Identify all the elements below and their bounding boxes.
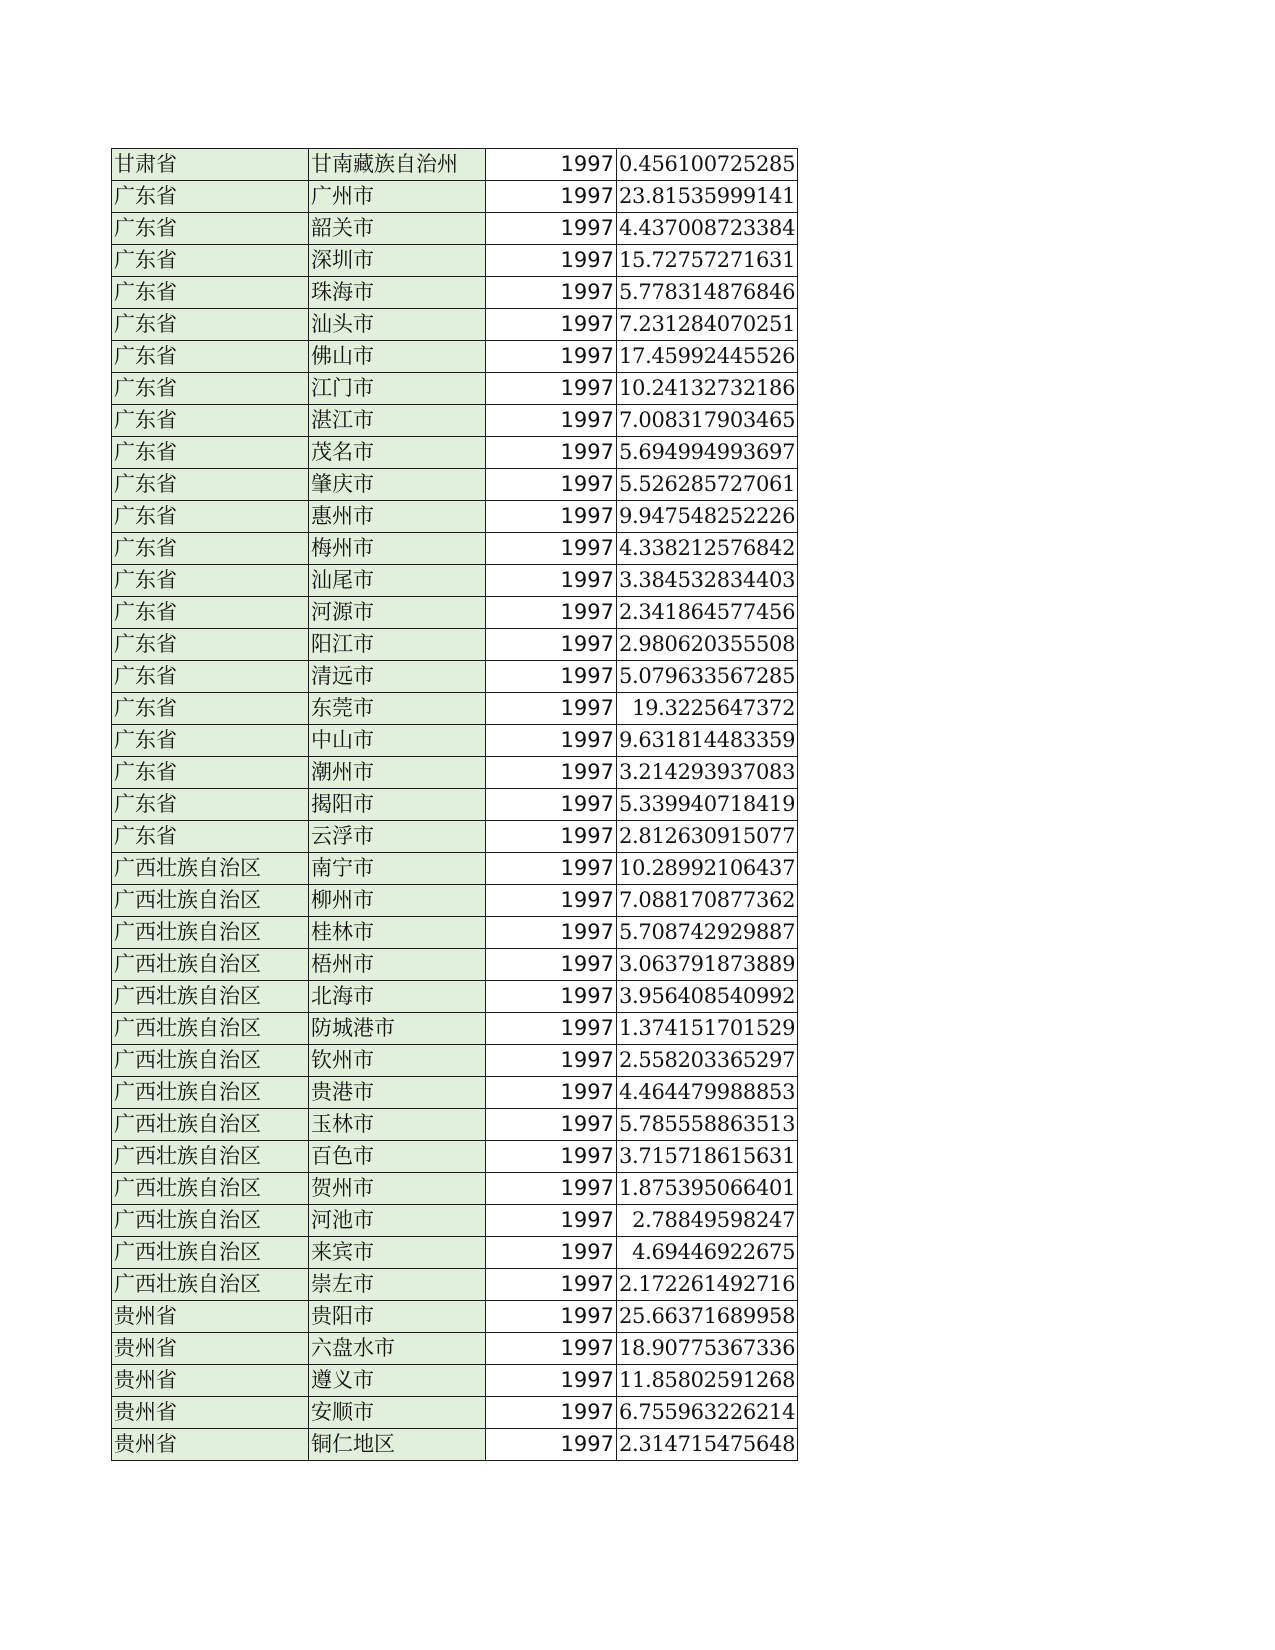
table-row [112,277,798,309]
table-row [112,213,798,245]
province-cell[interactable]: 广西壮族自治区 [112,1077,309,1109]
table-row [112,821,798,853]
province-cell[interactable]: 广西壮族自治区 [112,1269,309,1301]
value-cell[interactable]: 2.558203365297 [617,1045,798,1077]
city-cell[interactable]: 潮州市 [309,757,486,789]
value-cell[interactable]: 2.78849598247 [617,1205,798,1237]
province-cell[interactable]: 贵州省 [112,1301,309,1333]
table-row [112,629,798,661]
city-cell[interactable]: 佛山市 [309,341,486,373]
table-row [112,1109,798,1141]
year-cell[interactable]: 1997 [486,1173,617,1205]
year-cell[interactable]: 1997 [486,725,617,757]
year-cell[interactable]: 1997 [486,1045,617,1077]
value-cell[interactable]: 4.464479988853 [617,1077,798,1109]
city-cell[interactable]: 来宾市 [309,1237,486,1269]
province-cell[interactable]: 贵州省 [112,1365,309,1397]
province-cell[interactable]: 广东省 [112,373,309,405]
year-cell[interactable]: 1997 [486,789,617,821]
province-cell[interactable]: 广西壮族自治区 [112,1237,309,1269]
year-cell[interactable]: 1997 [486,885,617,917]
city-cell[interactable]: 南宁市 [309,853,486,885]
table-row [112,1237,798,1269]
value-cell[interactable]: 10.24132732186 [617,373,798,405]
city-cell[interactable]: 柳州市 [309,885,486,917]
table-row [112,1333,798,1365]
value-cell[interactable]: 5.785558863513 [617,1109,798,1141]
table-row [112,917,798,949]
table-row [112,405,798,437]
city-cell[interactable]: 遵义市 [309,1365,486,1397]
value-cell[interactable]: 4.338212576842 [617,533,798,565]
year-cell[interactable]: 1997 [486,1429,617,1461]
city-cell[interactable]: 贵港市 [309,1077,486,1109]
year-cell[interactable]: 1997 [486,1205,617,1237]
city-cell[interactable]: 湛江市 [309,405,486,437]
city-cell[interactable]: 云浮市 [309,821,486,853]
city-cell[interactable]: 揭阳市 [309,789,486,821]
city-cell[interactable]: 北海市 [309,981,486,1013]
table-row [112,149,798,181]
province-cell[interactable]: 广东省 [112,405,309,437]
province-cell[interactable]: 广东省 [112,789,309,821]
value-cell[interactable]: 6.755963226214 [617,1397,798,1429]
table-row [112,597,798,629]
city-cell[interactable]: 梧州市 [309,949,486,981]
table-row [112,469,798,501]
year-cell[interactable]: 1997 [486,437,617,469]
table-row [112,1301,798,1333]
year-cell[interactable]: 1997 [486,981,617,1013]
province-cell[interactable]: 广东省 [112,725,309,757]
city-cell[interactable]: 防城港市 [309,1013,486,1045]
table-row [112,725,798,757]
year-cell[interactable]: 1997 [486,757,617,789]
province-cell[interactable]: 广东省 [112,533,309,565]
table-row [112,1429,798,1461]
province-cell[interactable]: 广西壮族自治区 [112,1205,309,1237]
year-cell[interactable]: 1997 [486,181,617,213]
province-cell[interactable]: 广西壮族自治区 [112,981,309,1013]
city-cell[interactable]: 河池市 [309,1205,486,1237]
table-row [112,661,798,693]
year-cell[interactable]: 1997 [486,1077,617,1109]
province-cell[interactable]: 广西壮族自治区 [112,1013,309,1045]
value-cell[interactable]: 3.956408540992 [617,981,798,1013]
year-cell[interactable]: 1997 [486,1397,617,1429]
province-cell[interactable]: 广西壮族自治区 [112,917,309,949]
city-cell[interactable]: 钦州市 [309,1045,486,1077]
city-cell[interactable]: 桂林市 [309,917,486,949]
year-cell[interactable]: 1997 [486,853,617,885]
year-cell[interactable]: 1997 [486,213,617,245]
province-cell[interactable]: 广东省 [112,437,309,469]
table-row [112,693,798,725]
value-cell[interactable]: 9.631814483359 [617,725,798,757]
city-cell[interactable]: 中山市 [309,725,486,757]
table-row [112,1269,798,1301]
value-cell[interactable]: 5.079633567285 [617,661,798,693]
year-cell[interactable]: 1997 [486,1365,617,1397]
table-row [112,789,798,821]
province-cell[interactable]: 广东省 [112,661,309,693]
year-cell[interactable]: 1997 [486,309,617,341]
table-row [112,309,798,341]
table-row [112,437,798,469]
value-cell[interactable]: 15.72757271631 [617,245,798,277]
table-row [112,1013,798,1045]
province-cell[interactable]: 贵州省 [112,1397,309,1429]
city-cell[interactable]: 六盘水市 [309,1333,486,1365]
province-cell[interactable]: 广东省 [112,277,309,309]
year-cell[interactable]: 1997 [486,1333,617,1365]
city-cell[interactable]: 梅州市 [309,533,486,565]
city-cell[interactable]: 玉林市 [309,1109,486,1141]
table-row [112,1141,798,1173]
table-row [112,245,798,277]
province-cell[interactable]: 广东省 [112,469,309,501]
value-cell[interactable]: 1.875395066401 [617,1173,798,1205]
year-cell[interactable]: 1997 [486,533,617,565]
city-cell[interactable]: 贺州市 [309,1173,486,1205]
year-cell[interactable]: 1997 [486,597,617,629]
value-cell[interactable]: 5.778314876846 [617,277,798,309]
year-cell[interactable]: 1997 [486,629,617,661]
table-row [112,757,798,789]
value-cell[interactable]: 5.708742929887 [617,917,798,949]
year-cell[interactable]: 1997 [486,405,617,437]
value-cell[interactable]: 3.063791873889 [617,949,798,981]
province-cell[interactable]: 广西壮族自治区 [112,1173,309,1205]
value-cell[interactable]: 5.339940718419 [617,789,798,821]
table-row [112,1077,798,1109]
year-cell[interactable]: 1997 [486,1109,617,1141]
year-cell[interactable]: 1997 [486,1237,617,1269]
table-row [112,885,798,917]
value-cell[interactable]: 25.66371689958 [617,1301,798,1333]
year-cell[interactable]: 1997 [486,341,617,373]
spreadsheet-sheet [111,148,798,1461]
year-cell[interactable]: 1997 [486,149,617,181]
year-cell[interactable]: 1997 [486,245,617,277]
value-cell[interactable]: 2.812630915077 [617,821,798,853]
year-cell[interactable]: 1997 [486,1141,617,1173]
value-cell[interactable]: 2.980620355508 [617,629,798,661]
year-cell[interactable]: 1997 [486,917,617,949]
year-cell[interactable]: 1997 [486,565,617,597]
value-cell[interactable]: 23.81535999141 [617,181,798,213]
table-row [112,341,798,373]
value-cell[interactable]: 3.715718615631 [617,1141,798,1173]
city-cell[interactable]: 江门市 [309,373,486,405]
value-cell[interactable]: 1.374151701529 [617,1013,798,1045]
value-cell[interactable]: 0.456100725285 [617,149,798,181]
province-cell[interactable]: 广西壮族自治区 [112,1109,309,1141]
value-cell[interactable]: 10.28992106437 [617,853,798,885]
year-cell[interactable]: 1997 [486,1301,617,1333]
value-cell[interactable]: 3.384532834403 [617,565,798,597]
table-row [112,501,798,533]
city-cell[interactable]: 珠海市 [309,277,486,309]
city-cell[interactable]: 茂名市 [309,437,486,469]
city-cell[interactable]: 惠州市 [309,501,486,533]
province-cell[interactable]: 广东省 [112,597,309,629]
value-cell[interactable]: 7.008317903465 [617,405,798,437]
table-row [112,1045,798,1077]
year-cell[interactable]: 1997 [486,501,617,533]
value-cell[interactable]: 7.088170877362 [617,885,798,917]
province-cell[interactable]: 广东省 [112,341,309,373]
year-cell[interactable]: 1997 [486,1013,617,1045]
province-cell[interactable]: 甘肃省 [112,149,309,181]
city-cell[interactable]: 清远市 [309,661,486,693]
province-cell[interactable]: 广东省 [112,693,309,725]
province-cell[interactable]: 广东省 [112,629,309,661]
value-cell[interactable]: 2.314715475648 [617,1429,798,1461]
table-row [112,1397,798,1429]
year-cell[interactable]: 1997 [486,277,617,309]
value-cell[interactable]: 17.45992445526 [617,341,798,373]
province-cell[interactable]: 广东省 [112,501,309,533]
table-row [112,1173,798,1205]
table-row [112,1365,798,1397]
table-row [112,533,798,565]
value-cell[interactable]: 7.231284070251 [617,309,798,341]
province-cell[interactable]: 广东省 [112,821,309,853]
province-cell[interactable]: 广东省 [112,565,309,597]
value-cell[interactable]: 4.437008723384 [617,213,798,245]
province-cell[interactable]: 广西壮族自治区 [112,1045,309,1077]
value-cell[interactable]: 3.214293937083 [617,757,798,789]
province-cell[interactable]: 广西壮族自治区 [112,885,309,917]
value-cell[interactable]: 5.694994993697 [617,437,798,469]
table-row [112,565,798,597]
table-row [112,181,798,213]
value-cell[interactable]: 11.85802591268 [617,1365,798,1397]
province-cell[interactable]: 贵州省 [112,1333,309,1365]
table-row [112,981,798,1013]
table-row [112,373,798,405]
city-cell[interactable]: 汕头市 [309,309,486,341]
year-cell[interactable]: 1997 [486,821,617,853]
province-cell[interactable]: 贵州省 [112,1429,309,1461]
year-cell[interactable]: 1997 [486,949,617,981]
city-cell[interactable]: 韶关市 [309,213,486,245]
province-cell[interactable]: 广东省 [112,181,309,213]
year-cell[interactable]: 1997 [486,661,617,693]
province-cell[interactable]: 广西壮族自治区 [112,1141,309,1173]
city-cell[interactable]: 甘南藏族自治州 [309,149,486,181]
year-cell[interactable]: 1997 [486,469,617,501]
city-cell[interactable]: 广州市 [309,181,486,213]
city-cell[interactable]: 贵阳市 [309,1301,486,1333]
value-cell[interactable]: 2.341864577456 [617,597,798,629]
city-cell[interactable]: 汕尾市 [309,565,486,597]
province-cell[interactable]: 广西壮族自治区 [112,853,309,885]
value-cell[interactable]: 4.69446922675 [617,1237,798,1269]
city-cell[interactable]: 崇左市 [309,1269,486,1301]
city-cell[interactable]: 肇庆市 [309,469,486,501]
table-row [112,853,798,885]
value-cell[interactable]: 5.526285727061 [617,469,798,501]
city-cell[interactable]: 阳江市 [309,629,486,661]
city-cell[interactable]: 百色市 [309,1141,486,1173]
province-cell[interactable]: 广东省 [112,213,309,245]
city-cell[interactable]: 铜仁地区 [309,1429,486,1461]
table-row [112,949,798,981]
year-cell[interactable]: 1997 [486,1269,617,1301]
year-cell[interactable]: 1997 [486,373,617,405]
province-cell[interactable]: 广东省 [112,309,309,341]
value-cell[interactable]: 19.3225647372 [617,693,798,725]
value-cell[interactable]: 18.90775367336 [617,1333,798,1365]
province-cell[interactable]: 广东省 [112,245,309,277]
data-table [111,148,798,1461]
value-cell[interactable]: 2.172261492716 [617,1269,798,1301]
table-row [112,1205,798,1237]
value-cell[interactable]: 9.947548252226 [617,501,798,533]
province-cell[interactable]: 广西壮族自治区 [112,949,309,981]
city-cell[interactable]: 安顺市 [309,1397,486,1429]
data-table-body [112,149,798,1461]
year-cell[interactable]: 1997 [486,693,617,725]
city-cell[interactable]: 东莞市 [309,693,486,725]
city-cell[interactable]: 深圳市 [309,245,486,277]
city-cell[interactable]: 河源市 [309,597,486,629]
province-cell[interactable]: 广东省 [112,757,309,789]
